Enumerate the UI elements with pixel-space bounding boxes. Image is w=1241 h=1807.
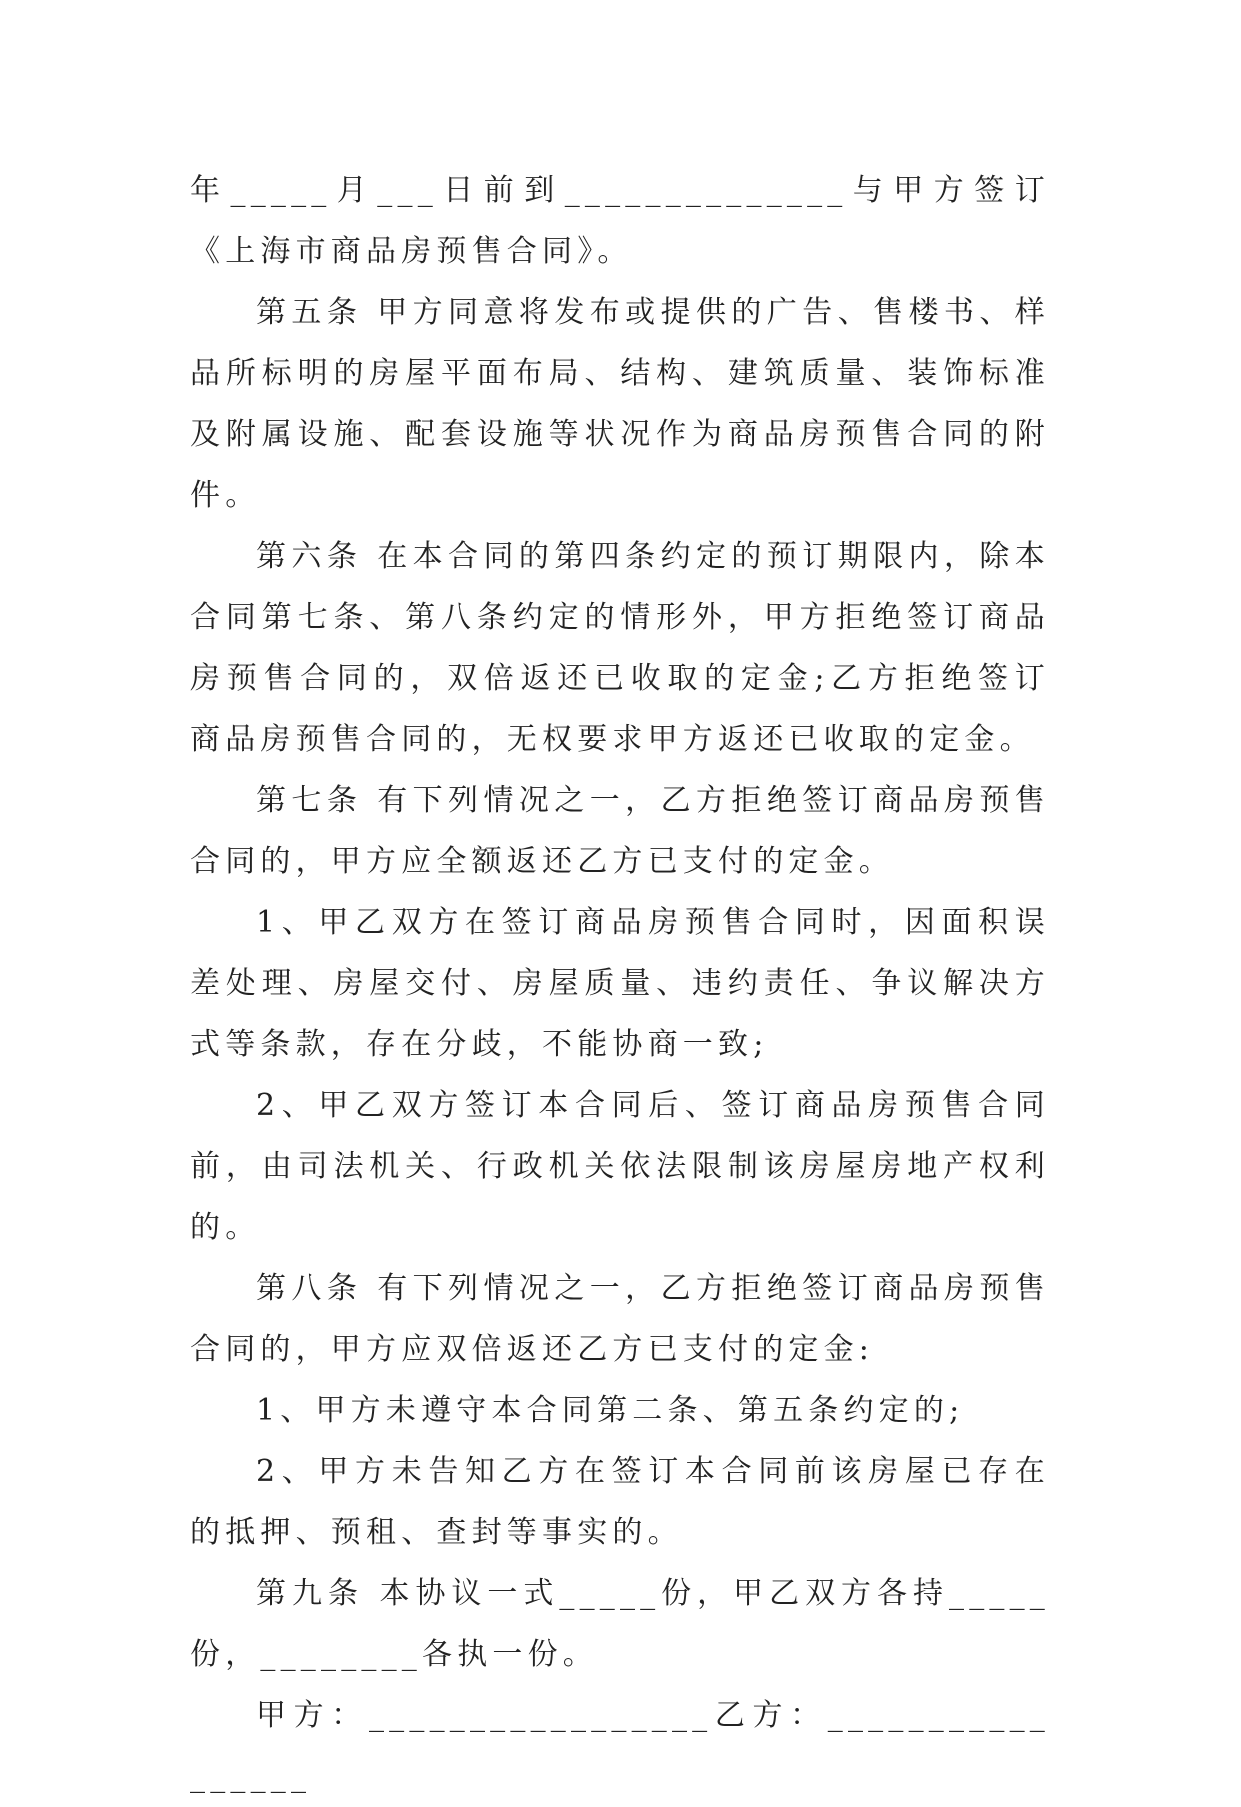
- paragraph-article-8-item-2: 2、甲方未告知乙方在签订本合同前该房屋已存在的抵押、预租、查封等事实的。: [190, 1454, 1050, 1550]
- paragraph-article-7-item-1: 1、甲乙双方在签订商品房预售合同时，因面积误差处理、房屋交付、房屋质量、违约责任、争议解决方式等条款，存在分歧，不能协商一致;: [190, 905, 1050, 1062]
- contract-body: [190, 160, 1050, 1807]
- paragraph-article-8-item-1: 1、甲方未遵守本合同第二条、第五条约定的;: [256, 1393, 965, 1428]
- paragraph-signing-date: 年_____月___日前到______________与甲方签订《上海市商品房预售合同》。: [190, 173, 1050, 269]
- paragraph-article-9: 第九条 本协议一式_____份，甲乙双方各持_____份，________各执一份。: [190, 1576, 1050, 1672]
- paragraph-article-8: 第八条 有下列情况之一，乙方拒绝签订商品房预售合同的，甲方应双倍返还乙方已支付的定金:: [190, 1271, 1050, 1367]
- paragraph-signature-line: 甲方：_________________乙方：_________________: [190, 1698, 1050, 1794]
- paragraph-article-7: 第七条 有下列情况之一，乙方拒绝签订商品房预售合同的，甲方应全额返还乙方已支付的定金。: [190, 783, 1050, 879]
- paragraph-article-6: 第六条 在本合同的第四条约定的预订期限内，除本合同第七条、第八条约定的情形外，甲方拒绝签订商品房预售合同的，双倍返还已收取的定金;乙方拒绝签订商品房预售合同的，无权要求甲方返还已收取的定金。: [190, 539, 1050, 757]
- paragraph-article-7-item-2: 2、甲乙双方签订本合同后、签订商品房预售合同前，由司法机关、行政机关依法限制该房屋房地产权利的。: [190, 1088, 1050, 1245]
- paragraph-article-5: 第五条 甲方同意将发布或提供的广告、售楼书、样品所标明的房屋平面布局、结构、建筑质量、装饰标准及附属设施、配套设施等状况作为商品房预售合同的附件。: [190, 295, 1050, 513]
